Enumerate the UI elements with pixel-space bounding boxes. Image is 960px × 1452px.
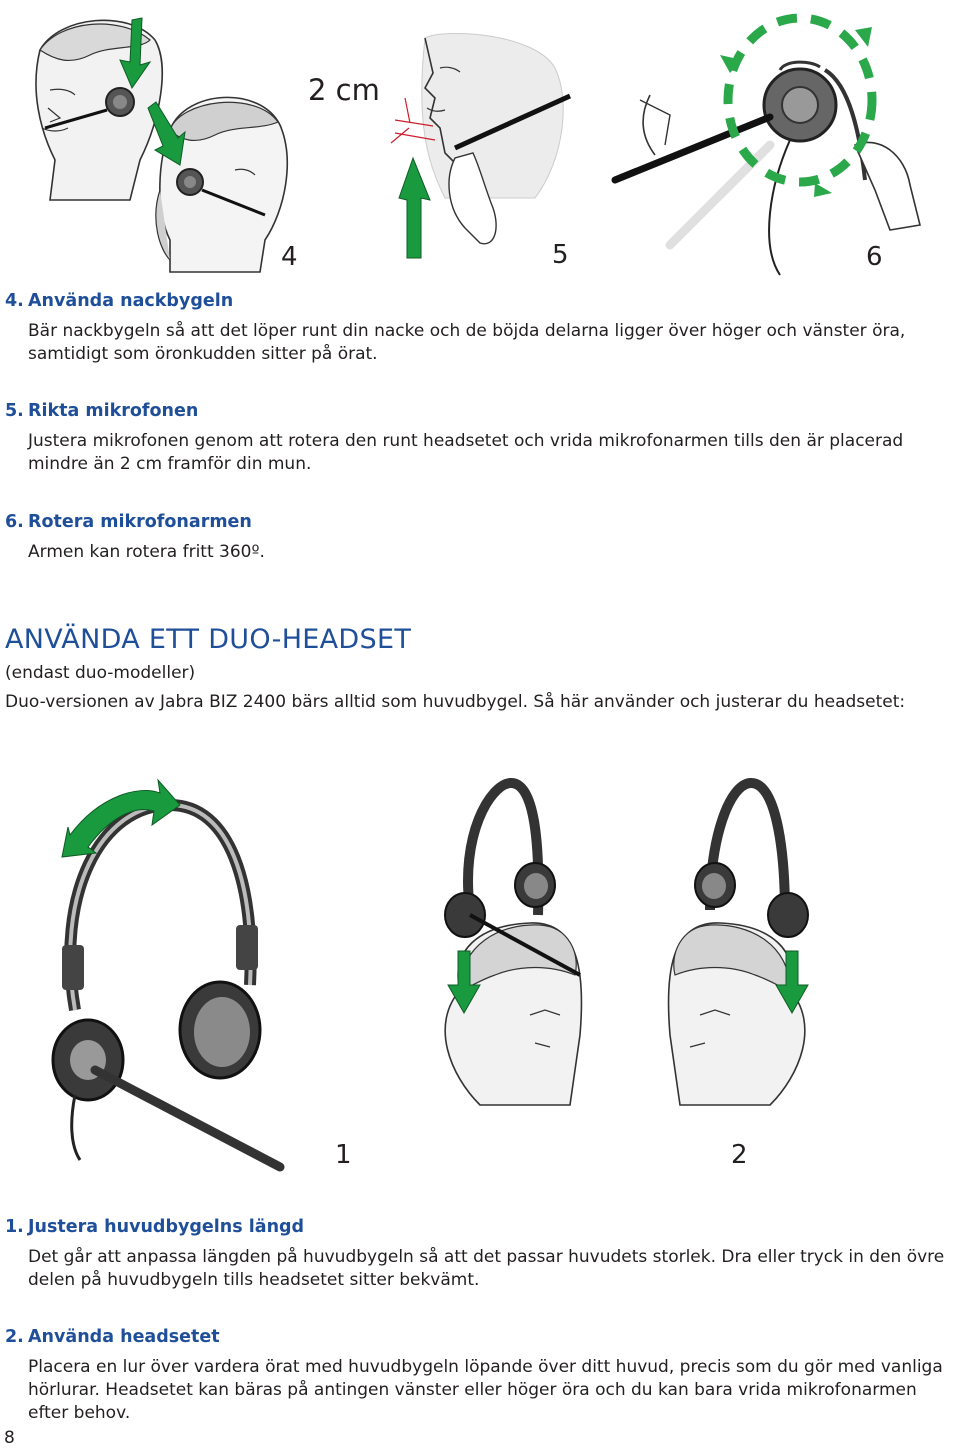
step-1-heading: Justera huvudbygelns längd — [28, 1217, 305, 1237]
page-number: 8 — [4, 1428, 15, 1448]
step-2-text: Placera en lur över vardera örat med huvudbygeln löpande över ditt huvud, precis som du gör med vanliga hörlurar. Headsetet kan bäras på antingen vänster eller höger öra och du kan bara vrida mikrofonarmen efter behov. — [28, 1357, 943, 1423]
figure-1-duo-headset-illustration — [40, 775, 300, 1175]
step-4-text: Bär nackbygeln så att det löper runt din nacke och de böjda delarna ligger över höger och vänster öra, samtidigt som öronkudden sitter på örat. — [28, 321, 906, 364]
figure-6-label: 6 — [866, 242, 883, 272]
step-2-heading: Använda headsetet — [28, 1327, 220, 1347]
step-1-number: 1. — [5, 1217, 24, 1237]
step-6-text: Armen kan rotera fritt 360º. — [28, 542, 265, 562]
figure-2-label: 2 — [731, 1140, 748, 1170]
step-6-heading: Rotera mikrofonarmen — [28, 512, 252, 532]
section-subnote: (endast duo-modeller) — [5, 663, 196, 683]
section-heading: ANVÄNDA ETT DUO-HEADSET — [5, 624, 412, 655]
step-2-number: 2. — [5, 1327, 24, 1347]
figure-6-rotate-arm-illustration — [610, 5, 940, 275]
step-4-number: 4. — [5, 291, 24, 311]
step-4-title — [5, 291, 233, 311]
step-5-number: 5. — [5, 401, 24, 421]
step-6-number: 6. — [5, 512, 24, 532]
figure-4-neckband-illustration — [20, 10, 310, 275]
figure-1-label: 1 — [335, 1140, 352, 1170]
step-5-title — [5, 401, 198, 421]
step-4-heading: Använda nackbygeln — [28, 291, 234, 311]
figure-5-microphone-distance-illustration — [385, 28, 585, 268]
step-1-title — [5, 1217, 304, 1237]
figure-2-wearing-headset-illustration — [410, 775, 840, 1105]
step-1-text: Det går att anpassa längden på huvudbygeln så att det passar huvudets storlek. Dra eller tryck in den övre delen på huvudbygeln tills headsetet sitter bekvämt. — [28, 1247, 945, 1290]
step-5-heading: Rikta mikrofonen — [28, 401, 199, 421]
measure-2cm-label: 2 cm — [308, 73, 380, 107]
step-5-text: Justera mikrofonen genom att rotera den runt headsetet och vrida mikrofonarmen tills den är placerad mindre än 2 cm framför din mun. — [28, 431, 904, 474]
figure-5-label: 5 — [552, 240, 569, 270]
section-intro: Duo-versionen av Jabra BIZ 2400 bärs alltid som huvudbygel. Så här använder och justerar du headsetet: — [5, 692, 906, 712]
step-2-title — [5, 1327, 220, 1347]
step-6-title — [5, 512, 252, 532]
figure-4-label: 4 — [281, 242, 298, 272]
